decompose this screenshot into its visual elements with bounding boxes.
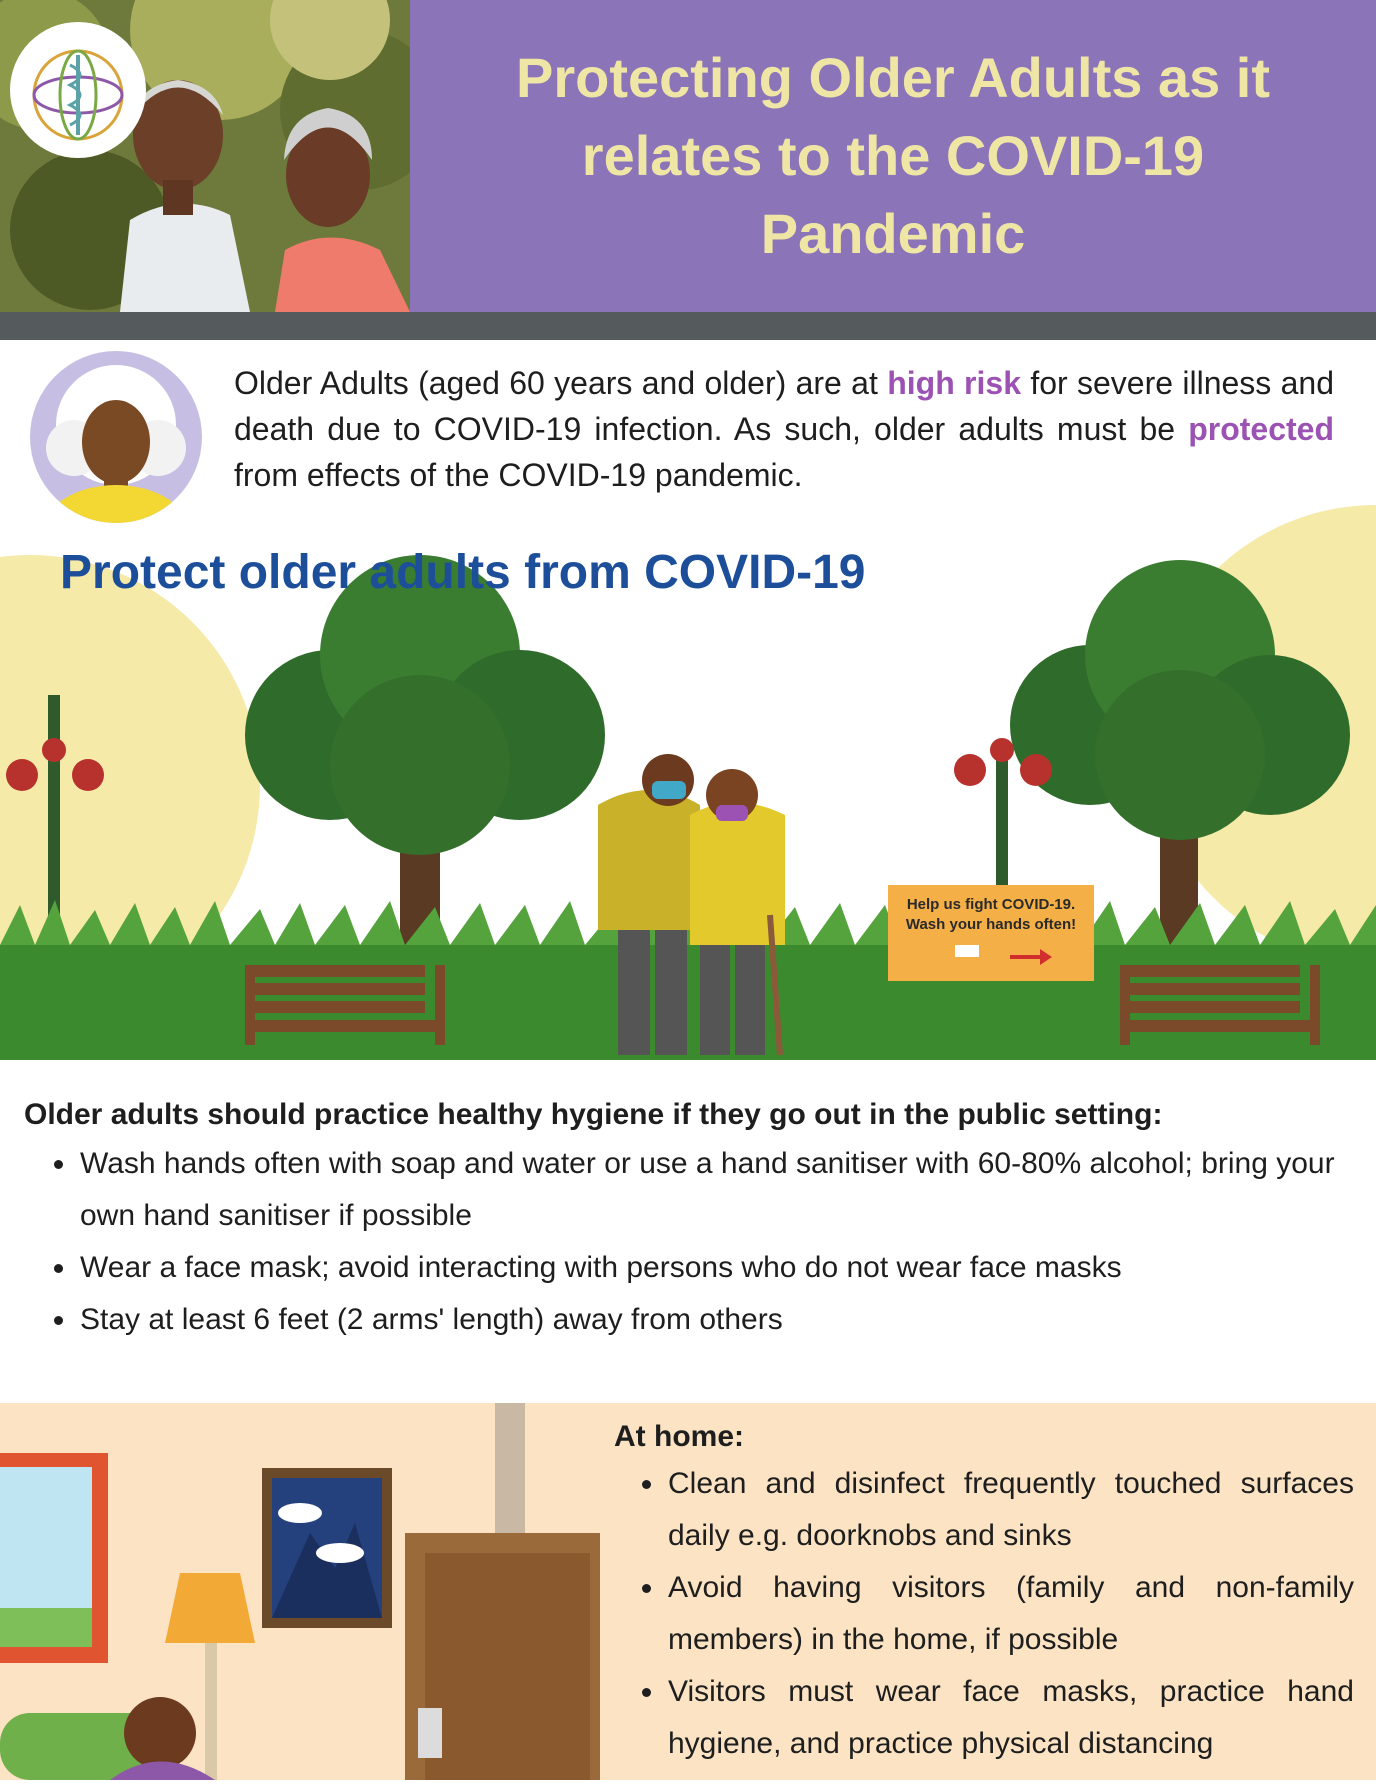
list-item: • Avoid having visitors (family and non-family members) in the home, if possible [666, 1562, 1354, 1666]
list-item: • Wear a face mask; avoid interacting with persons who do not wear face masks [78, 1242, 1364, 1294]
intro-text-part3: from effects of the COVID-19 pandemic. [234, 457, 803, 493]
carpha-logo [10, 22, 146, 158]
intro-highlight-protected: protected [1188, 411, 1334, 447]
hygiene-lead: Older adults should practice healthy hygiene if they go out in the public setting: [24, 1098, 1163, 1131]
home-lead: At home: [614, 1420, 744, 1453]
older-adult-avatar-icon [26, 350, 206, 525]
header [0, 0, 1376, 340]
list-item: • Visitors must wear face masks, practice hand hygiene, and practice physical distancing [666, 1666, 1354, 1770]
sign-line-2: Wash your hands often! [905, 916, 1077, 933]
header-photo [0, 0, 410, 312]
intro-paragraph [234, 360, 1334, 498]
sign-line-1: Help us fight COVID-19. [906, 896, 1076, 913]
header-divider [0, 312, 1376, 340]
hygiene-list [24, 1138, 1364, 1346]
intro-text-part2: for severe illness and death due to COVID-19 infection. As such, older adults must be [234, 365, 1335, 447]
wash-hands-sign-text [888, 895, 1094, 935]
title-panel [410, 0, 1376, 312]
list-item: • Wash hands often with soap and water or use a hand sanitiser with 60-80% alcohol; bring your own hand sanitiser if possible [78, 1138, 1364, 1242]
list-item: • Stay at least 6 feet (2 arms' length) away from others [78, 1294, 1364, 1346]
intro-text-part1: Older Adults (aged 60 years and older) are at [234, 365, 888, 401]
home-list [614, 1458, 1354, 1770]
hygiene-section [24, 1098, 1364, 1346]
section-heading-protect: Protect older adults from COVID-19 [60, 546, 866, 599]
intro-highlight-high-risk: high risk [887, 365, 1021, 401]
home-section [614, 1420, 1354, 1770]
page-title: Protecting Older Adults as it relates to the COVID-19 Pandemic [515, 46, 1271, 265]
list-item: • Clean and disinfect frequently touched surfaces daily e.g. doorknobs and sinks [666, 1458, 1354, 1562]
